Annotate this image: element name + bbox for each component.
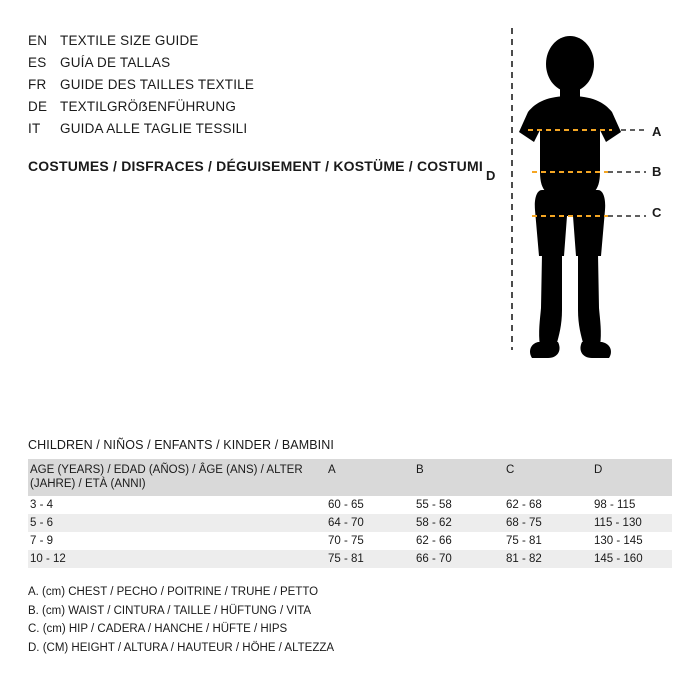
cell-b: 55 - 58 — [416, 498, 452, 511]
table-row — [28, 496, 672, 514]
cell-age: 3 - 4 — [30, 498, 54, 511]
column-header-d: D — [594, 459, 672, 496]
figure-label-d: D — [486, 168, 496, 183]
language-label: TEXTILGRÖẞENFÜHRUNG — [60, 99, 237, 114]
cell-a: 60 - 65 — [328, 498, 364, 511]
measurement-figure — [470, 20, 690, 380]
cell-d: 115 - 130 — [594, 514, 672, 532]
language-row — [28, 55, 468, 77]
cell-c: 68 - 75 — [506, 514, 594, 532]
legend-item-c: C. (cm) HIP / CADERA / HANCHE / HÜFTE / HIPS — [28, 623, 288, 635]
table-row — [28, 550, 672, 568]
language-label: GUIDA ALLE TAGLIE TESSILI — [60, 121, 248, 136]
language-label: TEXTILE SIZE GUIDE — [60, 33, 199, 48]
table-header-row — [28, 459, 672, 496]
legend-item-a: A. (cm) CHEST / PECHO / POITRINE / TRUHE / PETTO — [28, 586, 319, 598]
language-label: GUIDE DES TAILLES TEXTILE — [60, 77, 255, 92]
table-row — [28, 532, 672, 550]
language-row — [28, 77, 468, 99]
cell-d: 130 - 145 — [594, 534, 643, 547]
language-code: IT — [28, 121, 41, 136]
cell-d: 145 - 160 — [594, 550, 672, 568]
cell-age: 10 - 12 — [28, 550, 328, 568]
cell-a: 70 - 75 — [328, 534, 364, 547]
size-table-section — [28, 438, 672, 568]
column-header-c: C — [506, 459, 594, 496]
cell-b: 62 - 66 — [416, 534, 452, 547]
column-header-age: AGE (YEARS) / EDAD (AÑOS) / ÂGE (ANS) / ALTER (JAHRE) / ETÀ (ANNI) — [28, 459, 328, 496]
figure-label-b: B — [652, 164, 662, 179]
table-title: CHILDREN / NIÑOS / ENFANTS / KINDER / BAMBINI — [28, 438, 334, 452]
column-header-b: B — [416, 459, 506, 496]
language-row — [28, 121, 468, 143]
language-row — [28, 99, 468, 121]
language-code: EN — [28, 33, 48, 48]
cell-age: 7 - 9 — [30, 534, 54, 547]
table-row — [28, 514, 672, 532]
cell-d: 98 - 115 — [594, 498, 636, 511]
size-table — [28, 459, 672, 568]
cell-age: 5 - 6 — [28, 514, 328, 532]
column-header-a: A — [328, 459, 416, 496]
language-code: DE — [28, 99, 48, 114]
legend-item-d: D. (CM) HEIGHT / ALTURA / HAUTEUR / HÖHE / ALTEZZA — [28, 641, 335, 654]
language-label: GUÍA DE TALLAS — [60, 55, 171, 70]
silhouette-svg — [470, 20, 690, 380]
cell-c: 75 - 81 — [506, 534, 542, 547]
figure-label-c: C — [652, 205, 662, 220]
language-code: ES — [28, 55, 47, 70]
cell-b: 66 - 70 — [416, 550, 506, 568]
language-list — [28, 33, 468, 143]
measurement-legend — [28, 583, 334, 657]
legend-item-b: B. (cm) WAIST / CINTURA / TAILLE / HÜFTUNG / VITA — [28, 604, 312, 617]
cell-a: 75 - 81 — [328, 550, 416, 568]
language-code: FR — [28, 77, 47, 92]
cell-b: 58 - 62 — [416, 514, 506, 532]
figure-label-a: A — [652, 124, 662, 139]
cell-a: 64 - 70 — [328, 514, 416, 532]
cell-c: 62 - 68 — [506, 498, 542, 511]
language-row — [28, 33, 468, 55]
costumes-subtitle: COSTUMES / DISFRACES / DÉGUISEMENT / KOSTÜME / COSTUMI — [28, 158, 483, 174]
cell-c: 81 - 82 — [506, 550, 594, 568]
